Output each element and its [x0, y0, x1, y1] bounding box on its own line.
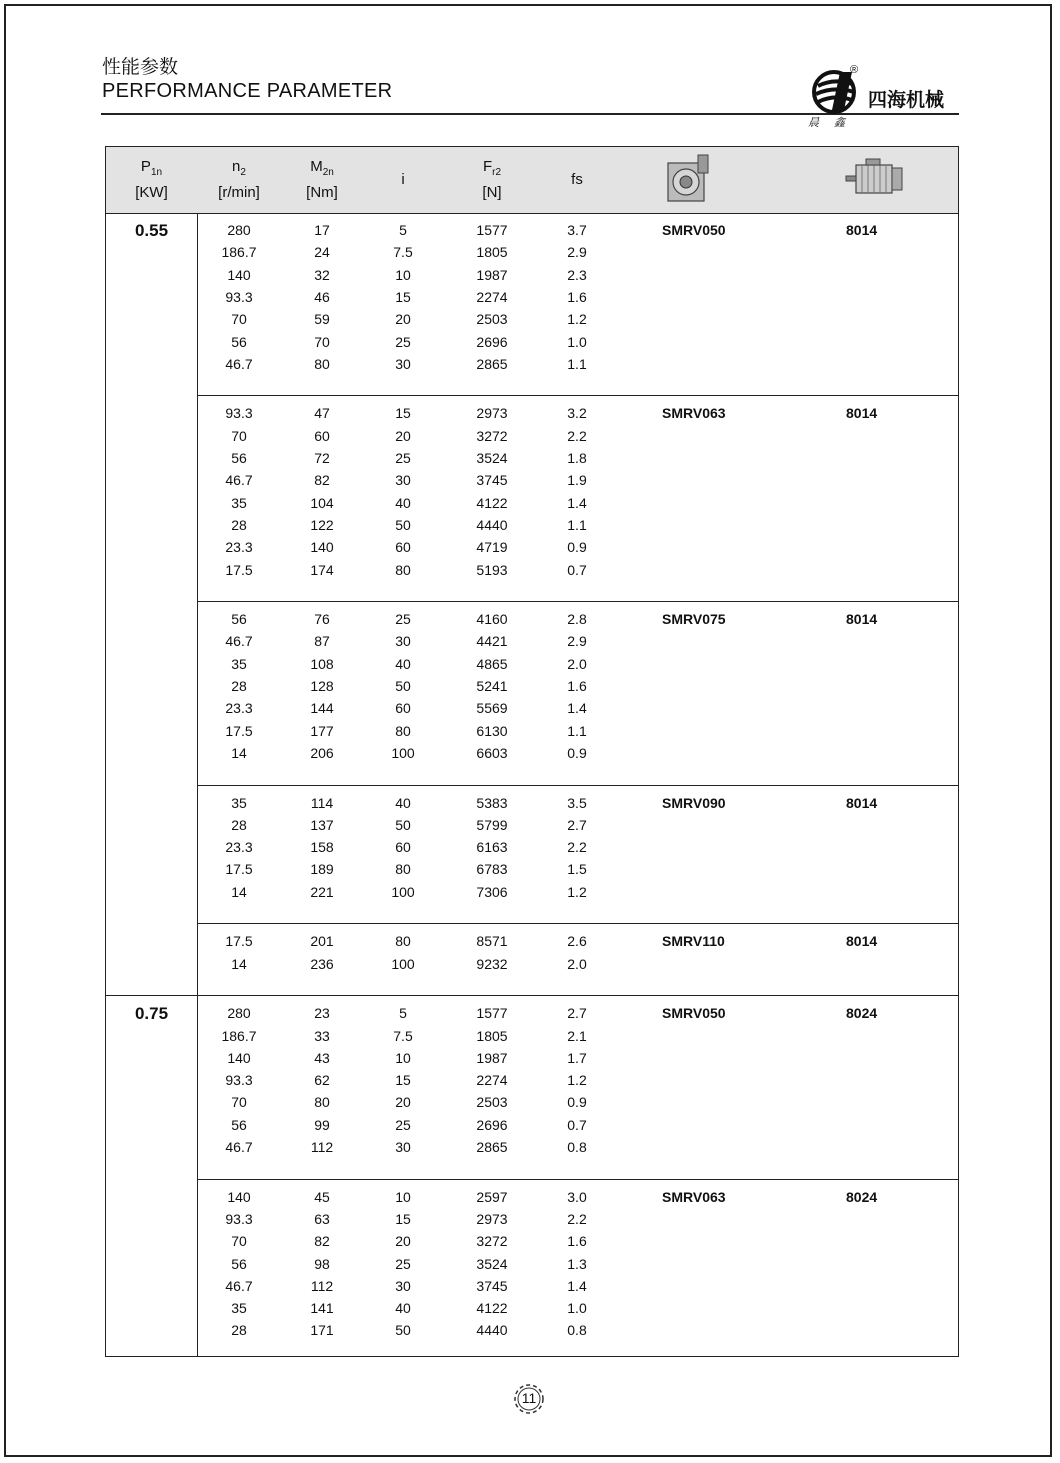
table-cell: 4160 — [476, 611, 508, 628]
table-row — [106, 931, 958, 953]
table-cell: 1.0 — [567, 333, 587, 350]
table-cell: 108 — [310, 655, 334, 672]
reducer-model: SMRV050 — [662, 222, 726, 238]
table-row — [106, 242, 958, 264]
table-row — [106, 1320, 958, 1342]
table-cell: 28 — [231, 816, 247, 833]
reducer-model: SMRV110 — [662, 933, 725, 950]
table-cell: 23.3 — [225, 700, 253, 717]
reducer-model: SMRV090 — [662, 794, 726, 811]
table-cell: 99 — [314, 1116, 330, 1133]
table-cell: 5383 — [476, 794, 508, 811]
motor-model: 8024 — [846, 1005, 878, 1022]
page-title-en: PERFORMANCE PARAMETER — [102, 80, 393, 102]
table-cell: 46.7 — [225, 355, 253, 372]
table-cell: 40 — [395, 1300, 411, 1317]
table-cell: 2274 — [476, 1072, 508, 1089]
table-cell: 23 — [314, 1005, 330, 1022]
table-row — [106, 493, 958, 515]
table-cell: 15 — [395, 405, 411, 422]
table-cell: 186.7 — [221, 1027, 257, 1044]
table-cell: 20 — [395, 427, 411, 444]
table-row — [106, 631, 958, 653]
table-cell: 280 — [227, 1005, 251, 1022]
table-cell: 14 — [231, 955, 247, 972]
table-row — [106, 1048, 958, 1070]
table-cell: 3745 — [476, 1277, 508, 1294]
table-row — [106, 309, 958, 331]
table-cell: 80 — [314, 355, 330, 372]
table-cell: 2274 — [476, 288, 508, 305]
table-row — [106, 1254, 958, 1276]
col-header-ratio: i — [401, 171, 405, 188]
table-cell: 17.5 — [225, 561, 253, 578]
table-cell: 70 — [231, 311, 247, 328]
table-cell: 1987 — [476, 266, 508, 283]
table-row — [106, 332, 958, 354]
group-divider — [197, 395, 958, 396]
table-cell: 25 — [395, 450, 411, 466]
table-cell: 50 — [395, 816, 411, 833]
table-row — [106, 470, 958, 492]
table-cell: 2696 — [476, 1116, 508, 1133]
table-cell: 1.2 — [567, 311, 587, 328]
table-cell: 1.6 — [567, 678, 587, 694]
table-cell: 80 — [395, 861, 411, 878]
table-row — [106, 426, 958, 448]
table-cell: 9232 — [476, 955, 508, 972]
table-row — [106, 287, 958, 309]
col-header-torque: $M_{2n}$ [Nm] — [306, 158, 338, 201]
table-cell: 70 — [231, 1233, 247, 1250]
table-row — [106, 1137, 958, 1159]
table-cell: 20 — [395, 311, 411, 328]
col-header-power: $P_{1n}$ [KW] — [135, 158, 168, 201]
table-cell: 46.7 — [225, 633, 253, 650]
gear-reducer-icon — [662, 153, 716, 207]
table-cell: 3745 — [476, 472, 508, 489]
table-row — [106, 698, 958, 720]
table-cell: 112 — [310, 1277, 334, 1294]
table-row — [106, 403, 958, 425]
table-row — [106, 354, 958, 376]
motor-model: 8014 — [846, 933, 878, 950]
table-cell: 28 — [231, 678, 247, 694]
motor-icon — [844, 157, 908, 203]
table-cell: 0.8 — [567, 1139, 587, 1155]
table-cell: 47 — [314, 405, 330, 422]
table-cell: 1987 — [476, 1049, 508, 1066]
table-cell: 186.7 — [221, 244, 257, 261]
col-header-speed: $n_2$ [r/min] — [218, 158, 260, 201]
table-cell: 72 — [314, 450, 330, 466]
table-cell: 4440 — [476, 516, 508, 533]
table-cell: 2.1 — [567, 1027, 587, 1044]
table-cell: 1.1 — [567, 516, 587, 533]
table-cell: 10 — [395, 1049, 411, 1066]
table-row — [106, 1209, 958, 1231]
table-cell: 25 — [395, 1116, 411, 1133]
table-cell: 1.7 — [567, 1049, 587, 1066]
table-cell: 17 — [314, 222, 330, 238]
table-cell: 56 — [231, 450, 247, 466]
table-cell: 128 — [310, 678, 334, 694]
table-cell: 82 — [314, 472, 330, 489]
table-cell: 93.3 — [225, 1072, 253, 1089]
table-cell: 221 — [310, 883, 334, 900]
col-header-radial-load: $F_{r2}$ [N] — [482, 158, 502, 201]
table-row — [106, 1092, 958, 1114]
motor-model: 8014 — [846, 611, 878, 628]
table-cell: 2503 — [476, 311, 508, 328]
group-divider — [197, 923, 958, 924]
table-cell: 1.9 — [567, 472, 587, 489]
table-cell: 7.5 — [393, 244, 413, 261]
table-cell: 17.5 — [225, 933, 253, 950]
table-cell: 10 — [395, 1188, 411, 1205]
table-cell: 1.6 — [567, 1233, 587, 1250]
table-cell: 10 — [395, 266, 411, 283]
table-cell: 30 — [395, 633, 411, 650]
table-cell: 1.8 — [567, 450, 587, 466]
table-cell: 2696 — [476, 333, 508, 350]
table-cell: 24 — [314, 244, 330, 261]
table-cell: 5 — [399, 1005, 407, 1022]
table-cell: 6163 — [476, 839, 508, 856]
table-cell: 236 — [310, 955, 334, 972]
table-row — [106, 448, 958, 470]
table-cell: 2.0 — [567, 655, 587, 672]
reducer-model: SMRV050 — [662, 1005, 726, 1022]
table-cell: 63 — [314, 1210, 330, 1227]
table-cell: 59 — [314, 311, 330, 328]
table-row — [106, 560, 958, 582]
table-cell: 4122 — [476, 1300, 508, 1317]
page-number-badge — [510, 1380, 548, 1418]
table-cell: 3524 — [476, 450, 508, 466]
table-cell: 2.3 — [567, 266, 587, 283]
table-cell: 0.7 — [567, 561, 587, 578]
table-cell: 4865 — [476, 655, 508, 672]
table-row — [106, 954, 958, 976]
motor-model: 8014 — [846, 794, 878, 811]
table-cell: 1.1 — [567, 355, 587, 372]
table-cell: 1.4 — [567, 1277, 587, 1294]
table-cell: 2.7 — [567, 816, 587, 833]
table-row — [106, 537, 958, 559]
group-divider — [197, 1179, 958, 1180]
table-row — [106, 1070, 958, 1092]
table-cell: 3272 — [476, 1233, 508, 1250]
brand-subtext-2: 鑫 — [834, 116, 845, 129]
table-row — [106, 859, 958, 881]
table-cell: 17.5 — [225, 861, 253, 878]
table-cell: 1.2 — [567, 883, 587, 900]
table-cell: 7306 — [476, 883, 508, 900]
power-value: 0.55 — [134, 221, 169, 240]
table-cell: 100 — [391, 744, 415, 761]
table-cell: 3.2 — [567, 405, 587, 422]
table-cell: 56 — [231, 611, 247, 628]
table-cell: 93.3 — [225, 405, 253, 422]
table-cell: 0.9 — [567, 1094, 587, 1111]
table-cell: 122 — [310, 516, 334, 533]
table-cell: 60 — [395, 839, 411, 856]
table-cell: 25 — [395, 1255, 411, 1272]
table-cell: 2.2 — [567, 839, 587, 856]
table-cell: 201 — [310, 933, 334, 950]
table-cell: 4719 — [476, 539, 508, 556]
table-cell: 5241 — [476, 678, 508, 694]
table-cell: 23.3 — [225, 539, 253, 556]
table-cell: 5 — [399, 222, 407, 238]
table-cell: 1577 — [476, 1005, 508, 1022]
table-cell: 2973 — [476, 405, 508, 422]
table-row — [106, 676, 958, 698]
table-cell: 40 — [395, 655, 411, 672]
col-header-service-factor: fs — [571, 171, 583, 188]
page-number: 11 — [521, 1390, 537, 1406]
group-divider — [197, 601, 958, 602]
performance-table — [105, 146, 959, 1357]
table-cell: 1.5 — [567, 861, 587, 878]
table-cell: 35 — [231, 655, 247, 672]
table-cell: 1.4 — [567, 494, 587, 511]
table-row — [106, 654, 958, 676]
table-row — [106, 815, 958, 837]
table-cell: 70 — [314, 333, 330, 350]
table-cell: 35 — [231, 1300, 247, 1317]
table-cell: 1.0 — [567, 1300, 587, 1317]
table-cell: 28 — [231, 516, 247, 533]
table-cell: 189 — [310, 861, 334, 878]
table-cell: 46.7 — [225, 1277, 253, 1294]
table-cell: 177 — [310, 722, 334, 739]
table-cell: 2865 — [476, 1139, 508, 1155]
table-cell: 1.6 — [567, 288, 587, 305]
table-row — [106, 515, 958, 537]
group-divider — [106, 995, 958, 996]
table-cell: 2.8 — [567, 611, 587, 628]
table-cell: 60 — [395, 539, 411, 556]
table-row — [106, 1298, 958, 1320]
table-cell: 50 — [395, 678, 411, 694]
table-cell: 23.3 — [225, 839, 253, 856]
table-cell: 28 — [231, 1322, 247, 1339]
table-row — [106, 1187, 958, 1209]
table-cell: 0.9 — [567, 539, 587, 556]
table-cell: 7.5 — [393, 1027, 413, 1044]
table-cell: 35 — [231, 794, 247, 811]
brand-name: 四海机械 — [868, 89, 945, 111]
table-cell: 0.8 — [567, 1322, 587, 1339]
table-cell: 30 — [395, 355, 411, 372]
table-cell: 1.1 — [567, 722, 587, 739]
table-cell: 2.9 — [567, 633, 587, 650]
table-cell: 280 — [227, 222, 251, 238]
table-cell: 14 — [231, 883, 247, 900]
table-cell: 2.2 — [567, 1210, 587, 1227]
reducer-model: SMRV063 — [662, 1188, 726, 1205]
table-cell: 82 — [314, 1233, 330, 1250]
table-cell: 3.0 — [567, 1188, 587, 1205]
table-row — [106, 1026, 958, 1048]
table-cell: 46.7 — [225, 472, 253, 489]
table-row — [106, 1231, 958, 1253]
table-cell: 35 — [231, 494, 247, 511]
table-cell: 62 — [314, 1072, 330, 1089]
table-row — [106, 1276, 958, 1298]
table-cell: 56 — [231, 1116, 247, 1133]
table-row — [106, 882, 958, 904]
table-cell: 2.7 — [567, 1005, 587, 1022]
table-cell: 40 — [395, 494, 411, 511]
table-cell: 8571 — [476, 933, 508, 950]
table-row — [106, 609, 958, 631]
table-cell: 3524 — [476, 1255, 508, 1272]
table-cell: 140 — [227, 266, 251, 283]
table-cell: 15 — [395, 1210, 411, 1227]
table-row — [106, 721, 958, 743]
table-row — [106, 1115, 958, 1137]
table-cell: 70 — [231, 427, 247, 444]
table-cell: 25 — [395, 333, 411, 350]
table-cell: 0.9 — [567, 744, 587, 761]
table-cell: 6783 — [476, 861, 508, 878]
table-cell: 4421 — [476, 633, 508, 650]
table-cell: 5569 — [476, 700, 508, 717]
table-cell: 46.7 — [225, 1139, 253, 1155]
table-cell: 100 — [391, 955, 415, 972]
table-cell: 56 — [231, 1255, 247, 1272]
power-value: 0.75 — [134, 1004, 169, 1024]
table-cell: 6603 — [476, 744, 508, 761]
table-cell: 174 — [310, 561, 334, 578]
table-cell: 30 — [395, 1277, 411, 1294]
table-cell: 1805 — [476, 244, 508, 261]
table-cell: 80 — [314, 1094, 330, 1111]
motor-model: 8024 — [846, 1188, 878, 1205]
table-cell: 50 — [395, 516, 411, 533]
table-cell: 80 — [395, 933, 411, 950]
table-cell: 2.2 — [567, 427, 587, 444]
table-cell: 3272 — [476, 427, 508, 444]
table-cell: 112 — [310, 1139, 334, 1155]
table-cell: 43 — [314, 1049, 330, 1066]
table-cell: 1577 — [476, 222, 508, 238]
motor-model: 8014 — [846, 405, 878, 422]
table-row — [106, 220, 958, 242]
table-cell: 1.2 — [567, 1072, 587, 1089]
table-cell: 1805 — [476, 1027, 508, 1044]
table-cell: 20 — [395, 1233, 411, 1250]
table-cell: 32 — [314, 266, 330, 283]
table-cell: 2865 — [476, 355, 508, 372]
table-cell: 1.4 — [567, 700, 587, 717]
table-cell: 87 — [314, 633, 330, 650]
table-cell: 17.5 — [225, 722, 253, 739]
motor-model: 8014 — [846, 222, 878, 238]
table-cell: 50 — [395, 1322, 411, 1339]
table-cell: 98 — [314, 1255, 330, 1272]
table-cell: 140 — [227, 1049, 251, 1066]
table-row — [106, 793, 958, 815]
table-cell: 56 — [231, 333, 247, 350]
table-cell: 206 — [310, 744, 334, 761]
table-cell: 46 — [314, 288, 330, 305]
page-title-cn: 性能参数 — [102, 56, 179, 78]
table-cell: 25 — [395, 611, 411, 628]
table-cell: 15 — [395, 1072, 411, 1089]
table-cell: 70 — [231, 1094, 247, 1111]
table-cell: 140 — [310, 539, 334, 556]
table-cell: 40 — [395, 794, 411, 811]
table-cell: 6130 — [476, 722, 508, 739]
table-cell: 5193 — [476, 561, 508, 578]
table-cell: 2973 — [476, 1210, 508, 1227]
table-cell: 2.0 — [567, 955, 587, 972]
table-cell: 80 — [395, 561, 411, 578]
table-cell: 141 — [310, 1300, 334, 1317]
table-cell: 60 — [395, 700, 411, 717]
brand-subtext-1: 晨 — [808, 116, 819, 129]
table-cell: 2503 — [476, 1094, 508, 1111]
table-cell: 171 — [310, 1322, 334, 1339]
table-row — [106, 1003, 958, 1025]
table-cell: 15 — [395, 288, 411, 305]
table-cell: 137 — [310, 816, 334, 833]
table-cell: 60 — [314, 427, 330, 444]
table-cell: 104 — [310, 494, 334, 511]
table-cell: 45 — [314, 1188, 330, 1205]
table-cell: 76 — [314, 611, 330, 628]
table-cell: 3.5 — [567, 794, 587, 811]
table-row — [106, 265, 958, 287]
table-cell: 100 — [391, 883, 415, 900]
reducer-model: SMRV075 — [662, 611, 726, 628]
table-cell: 14 — [231, 744, 247, 761]
table-cell: 93.3 — [225, 288, 253, 305]
table-cell: 80 — [395, 722, 411, 739]
table-cell: 2.9 — [567, 244, 587, 261]
registered-mark: ® — [850, 64, 859, 76]
table-cell: 4440 — [476, 1322, 508, 1339]
table-cell: 140 — [227, 1188, 251, 1205]
table-row — [106, 837, 958, 859]
table-cell: 2.6 — [567, 933, 587, 950]
table-cell: 0.7 — [567, 1116, 587, 1133]
group-divider — [197, 785, 958, 786]
reducer-model: SMRV063 — [662, 405, 726, 422]
table-header — [106, 147, 958, 214]
table-cell: 33 — [314, 1027, 330, 1044]
table-cell: 158 — [310, 839, 334, 856]
table-row — [106, 743, 958, 765]
table-cell: 1.3 — [567, 1255, 587, 1272]
table-cell: 4122 — [476, 494, 508, 511]
table-cell: 93.3 — [225, 1210, 253, 1227]
table-cell: 30 — [395, 1139, 411, 1155]
table-cell: 5799 — [476, 816, 508, 833]
table-cell: 2597 — [476, 1188, 508, 1205]
table-cell: 144 — [310, 700, 334, 717]
table-cell: 20 — [395, 1094, 411, 1111]
table-cell: 30 — [395, 472, 411, 489]
table-cell: 3.7 — [567, 222, 587, 238]
table-cell: 114 — [310, 794, 334, 811]
